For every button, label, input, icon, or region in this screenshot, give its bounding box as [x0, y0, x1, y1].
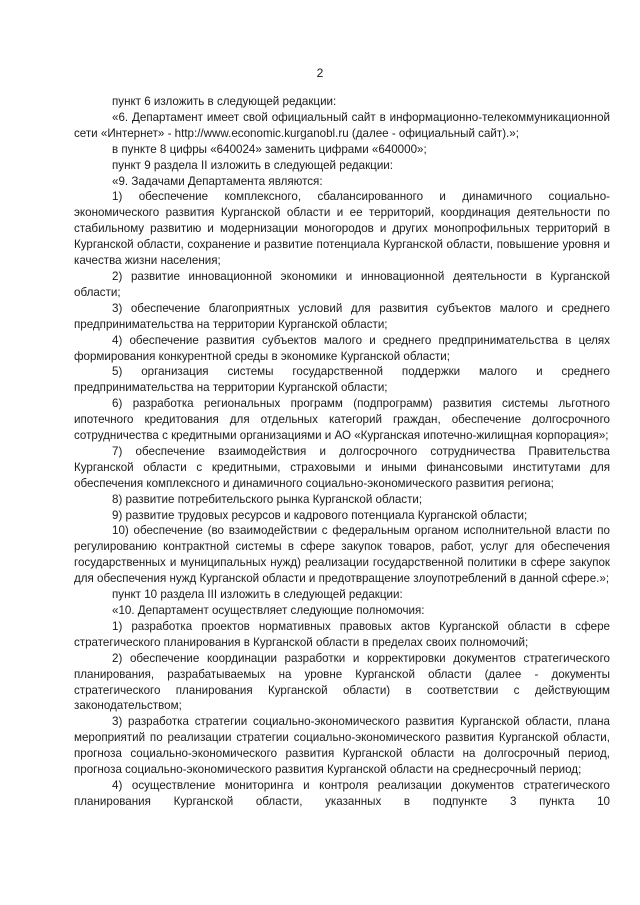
paragraph: 7) обеспечение взаимодействия и долгосрочного сотрудничества Правительства Курганской области с кредитными, страховыми и иными финансовыми институтами для обеспечения комплексного и динамичного социально-экономического развития региона; — [74, 444, 610, 490]
paragraph: 8) развитие потребительского рынка Курганской области; — [112, 492, 423, 506]
paragraph: 4) обеспечение развития субъектов малого и среднего предпринимательства в целях формирования конкурентной среды в экономике Курганской области; — [74, 333, 610, 363]
document-body — [74, 94, 610, 810]
paragraph: 2) развитие инновационной экономики и инновационной деятельности в Курганской области; — [74, 269, 610, 299]
paragraph: 9) развитие трудовых ресурсов и кадрового потенциала Курганской области; — [112, 508, 528, 522]
paragraph: 6) разработка региональных программ (подпрограмм) развития системы льготного ипотечного кредитования для отдельных категорий граждан, обеспечение долгосрочного сотрудничества с кредитными организациями и АО «Курганская ипотечно-жилищная корпорация»; — [74, 397, 610, 443]
paragraph: 3) разработка стратегии социально-экономического развития Курганской области, плана мероприятий по реализации стратегии социально-экономического развития Курганской области, прогноза социально-экономического развития Курганской области на долгосрочный период, прогноза социально-экономического развития Курганской области на среднесрочный период; — [74, 715, 610, 777]
paragraph: 5) организация системы государственной поддержки малого и среднего предпринимательства на территории Курганской области; — [74, 365, 610, 395]
paragraph: 3) обеспечение благоприятных условий для развития субъектов малого и среднего предпринимательства на территории Курганской области; — [74, 301, 610, 331]
page-number: 2 — [316, 66, 324, 80]
paragraph: пункт 9 раздела II изложить в следующей редакции: — [112, 158, 393, 172]
paragraph: 4) осуществление мониторинга и контроля реализации документов стратегического планирования Курганской области, указанных в подпункте 3 пункта 10 — [74, 778, 610, 808]
paragraph: пункт 10 раздела III изложить в следующей редакции: — [112, 588, 403, 602]
paragraph: в пункте 8 цифры «640024» заменить цифрами «640000»; — [112, 142, 427, 156]
paragraph: 1) разработка проектов нормативных правовых актов Курганской области в сфере стратегического планирования в Курганской области в пределах своих полномочий; — [74, 619, 610, 649]
paragraph: «6. Департамент имеет свой официальный сайт в информационно-телекоммуникационной сети «Интернет» - http://www.economic.kurganobl.ru (далее - официальный сайт).»; — [74, 110, 610, 140]
paragraph: «10. Департамент осуществляет следующие полномочия: — [112, 604, 425, 617]
paragraph: 2) обеспечение координации разработки и корректировки документов стратегического планирования, разрабатываемых на уровне Курганской области (далее - документы стратегического планирования Курганской области) в соответствии с действующим законодательством; — [74, 651, 610, 713]
paragraph: 10) обеспечение (во взаимодействии с федеральным органом исполнительной власти по регулированию контрактной системы в сфере закупок товаров, работ, услуг для обеспечения государственных и муниципальных нужд) реализации государственной политики в сфере закупок для обеспечения нужд Курганской области и предотвращение злоупотреблений в данной сфере.»; — [74, 524, 610, 586]
paragraph: 1) обеспечение комплексного, сбалансированного и динамичного социально-экономического развития Курганской области и ее территорий, координация деятельности по стабильному развитию и модернизации моногородов и других монопрофильных территорий в Курганской области, сохранение и развитие потенциала Курганской области, повышение уровня и качества жизни населения; — [74, 190, 610, 268]
paragraph: пункт 6 изложить в следующей редакции: — [112, 95, 337, 108]
paragraph: «9. Задачами Департамента являются: — [112, 174, 323, 188]
